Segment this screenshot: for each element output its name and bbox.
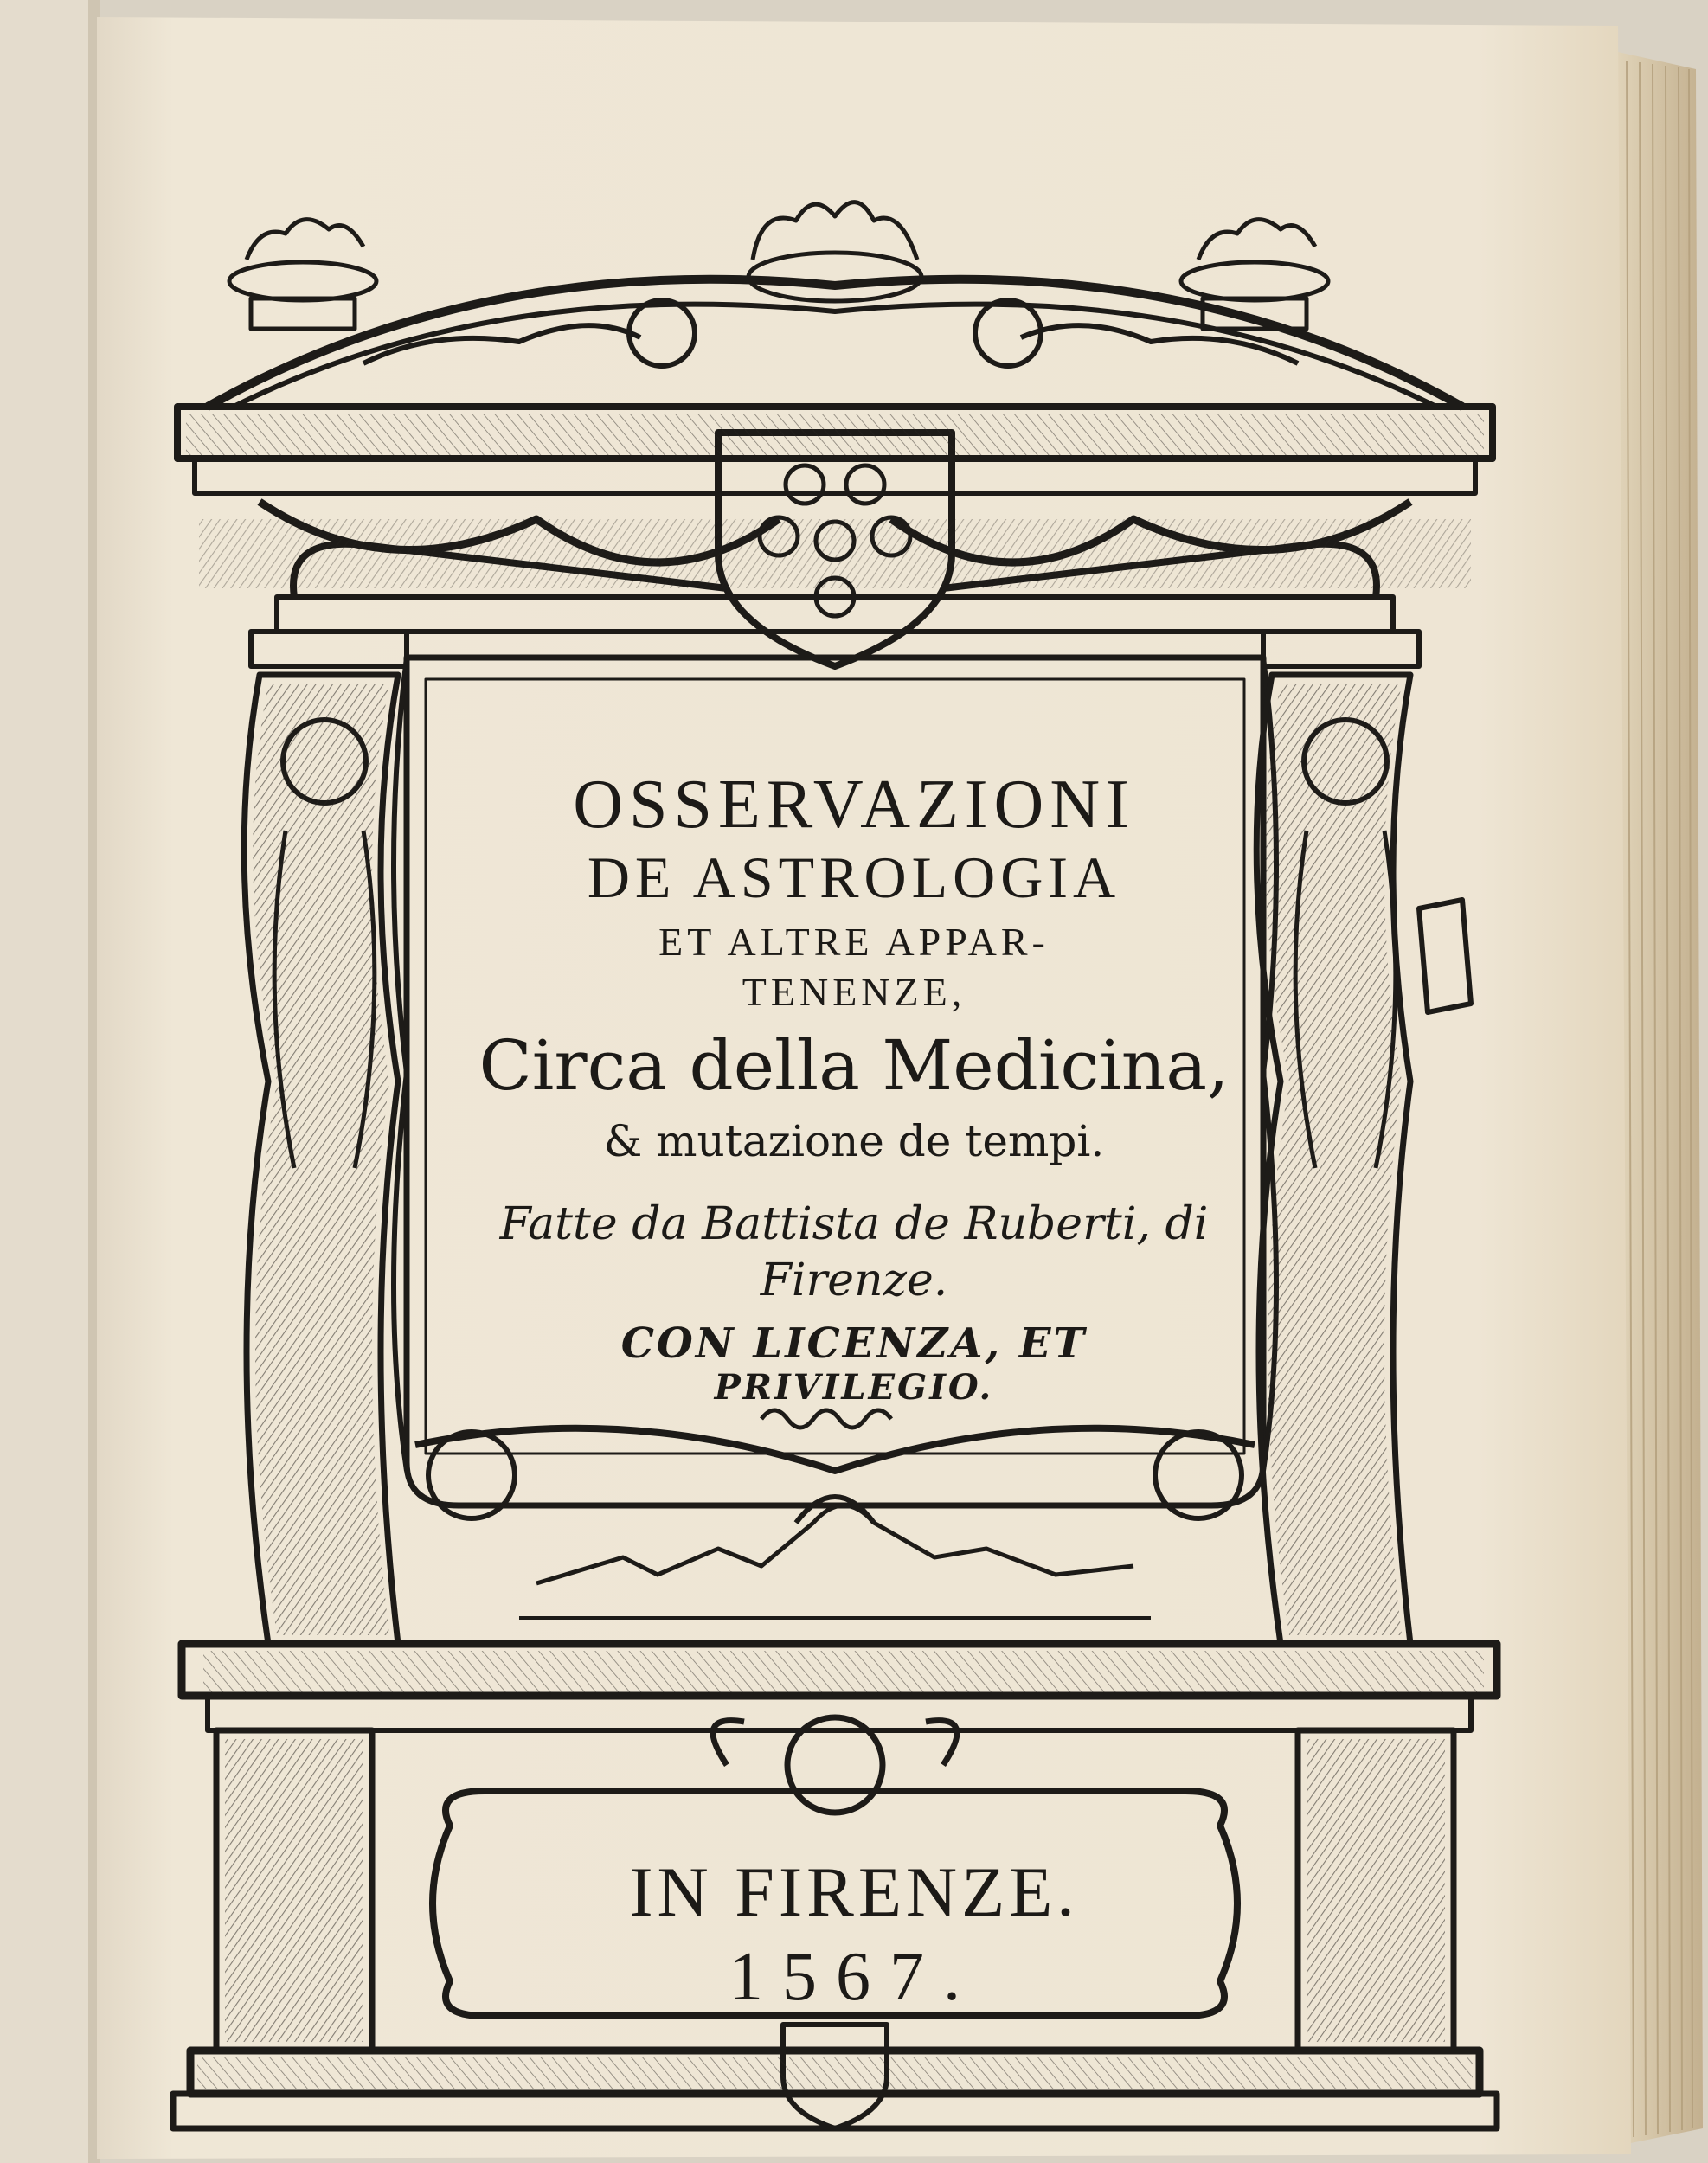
license-line-2: PRIVILEGIO. [714, 1367, 994, 1408]
subtitle-line-1: Circa della Medicina, [478, 1025, 1230, 1106]
author-line-1: Fatte da Battista de Ruberti, di [499, 1198, 1209, 1250]
imprint-year: 1567. [729, 1939, 979, 2015]
title-line-3: ET ALTRE APPAR- [658, 920, 1050, 964]
license-line-1: CON LICENZA, ET [620, 1319, 1088, 1368]
author-line-2: Firenze. [760, 1255, 948, 1306]
imprint-place: IN FIRENZE. [629, 1852, 1079, 1931]
title-line-1: OSSERVAZIONI [573, 767, 1135, 843]
title-line-4: TENENZE, [742, 970, 966, 1014]
title-line-2: DE ASTROLOGIA [587, 844, 1121, 910]
subtitle-line-2: & mutazione de tempi. [603, 1116, 1105, 1166]
